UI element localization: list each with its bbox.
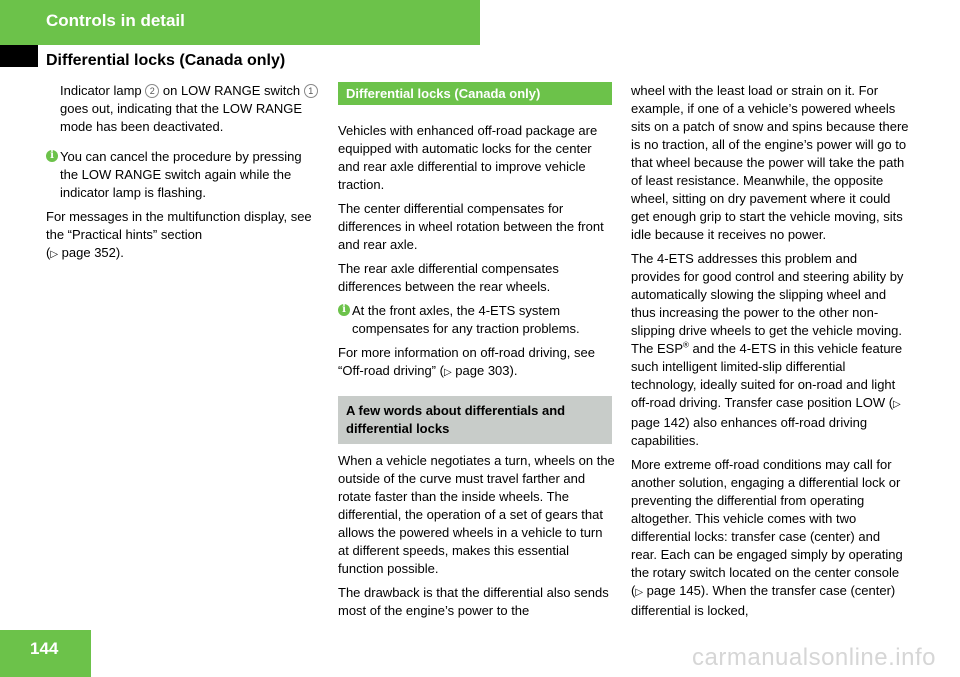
column-middle bbox=[338, 122, 616, 626]
info-icon: i bbox=[46, 150, 58, 162]
paragraph-indicator-lamp bbox=[46, 82, 322, 136]
page-link[interactable]: page 303). bbox=[455, 363, 518, 378]
page-number: 144 bbox=[30, 639, 59, 658]
page-number-box bbox=[0, 630, 91, 677]
page-ref-arrow-icon: ▷ bbox=[50, 249, 59, 260]
subsection-heading: A few words about differentials and differential locks bbox=[338, 396, 612, 444]
note-text: You can cancel the procedure by pressing the LOW RANGE switch again while the indicator lamp is flashing. bbox=[60, 149, 302, 200]
page-ref-arrow-icon: ▷ bbox=[443, 367, 452, 378]
callout-number-2: 2 bbox=[145, 84, 159, 98]
chapter-header bbox=[0, 0, 480, 45]
info-note bbox=[338, 302, 616, 338]
column-left bbox=[46, 82, 322, 270]
paragraph-4ets bbox=[631, 250, 909, 450]
page-link[interactable]: page 352). bbox=[61, 245, 124, 260]
page-ref-arrow-icon: ▷ bbox=[635, 587, 644, 598]
paragraph-messages: For messages in the multifunction display, see the “Practical hints” section (▷ page 352). bbox=[46, 209, 312, 260]
watermark: carmanualsonline.info bbox=[692, 644, 936, 671]
paragraph: The rear axle differential compensates differences between the rear wheels. bbox=[338, 261, 559, 294]
text: For messages in the multifunction display, see the “Practical hints” section bbox=[46, 209, 312, 242]
page-link[interactable]: page 142) also enhances off-road driving capabilities. bbox=[631, 415, 868, 448]
section-marker bbox=[0, 45, 38, 67]
page-ref-arrow-icon: ▷ bbox=[893, 399, 901, 410]
registered-mark: ® bbox=[683, 340, 689, 350]
paragraph-offroad-ref bbox=[338, 344, 616, 382]
paragraph: wheel with the least load or strain on it. For example, if one of a vehicle’s powered wheels sits on a patch of snow and spins because there is no traction, all of the engine’s power will go to that wheel because the power will take the path of least resistance. Meanwhile, the opposite wheel, sitting on dry pavement where it could get enough grip to start the vehicle moving, sits idle because it receives no power. bbox=[631, 83, 909, 242]
text: For more information on off-road driving, see “Off-road driving” ( bbox=[338, 345, 595, 378]
callout-number-1: 1 bbox=[304, 84, 318, 98]
text: More extreme off-road conditions may call for another solution, engaging a differential lock or preventing the differential from operating altogether. This vehicle comes with two differential locks: transfer case (center) and rear. Each can be engaged simply by operating the rotary switch located on the center console ( bbox=[631, 457, 903, 598]
chapter-title: Controls in detail bbox=[46, 11, 185, 30]
section-heading: Differential locks (Canada only) bbox=[346, 86, 541, 101]
text: goes out, indicating that the LOW RANGE mode has been deactivated. bbox=[60, 101, 303, 134]
page-link[interactable]: page 145). When the transfer case (center) differential is locked, bbox=[631, 583, 896, 618]
section-heading-bar bbox=[338, 82, 612, 105]
note-text: At the front axles, the 4-ETS system compensates for any traction problems. bbox=[352, 303, 580, 336]
paragraph: Vehicles with enhanced off-road package are equipped with automatic locks for the center and rear axle differential to improve vehicle traction. bbox=[338, 123, 598, 192]
text: on LOW RANGE switch bbox=[159, 83, 304, 98]
paragraph-differential-lock bbox=[631, 456, 909, 620]
info-icon: i bbox=[338, 304, 350, 316]
column-right bbox=[631, 82, 909, 626]
paragraph: The drawback is that the differential also sends most of the engine’s power to the bbox=[338, 585, 609, 618]
paragraph: The center differential compensates for differences in wheel rotation between the front and rear axle. bbox=[338, 201, 604, 252]
info-note bbox=[46, 148, 322, 202]
section-title: Differential locks (Canada only) bbox=[46, 52, 286, 69]
paragraph: When a vehicle negotiates a turn, wheels on the outside of the curve must travel farther and rotate faster than the inside wheels. The differential, the operation of a set of gears that allows the powered wheels in a vehicle to turn at different speeds, makes this essential function possible. bbox=[338, 453, 615, 576]
text: Indicator lamp bbox=[60, 83, 146, 98]
text: and the 4-ETS in this vehicle feature such intelligent limited-slip differential technology, ideally suited for on-road and light off-road driving. Transfer case position LOW ( bbox=[631, 341, 903, 410]
text: The 4-ETS addresses this problem and provides for good control and steering ability by automatically slowing the slipping wheel and thus increasing the power to the other non-slipping drive wheels to get the vehicle moving. The ESP bbox=[631, 251, 904, 356]
